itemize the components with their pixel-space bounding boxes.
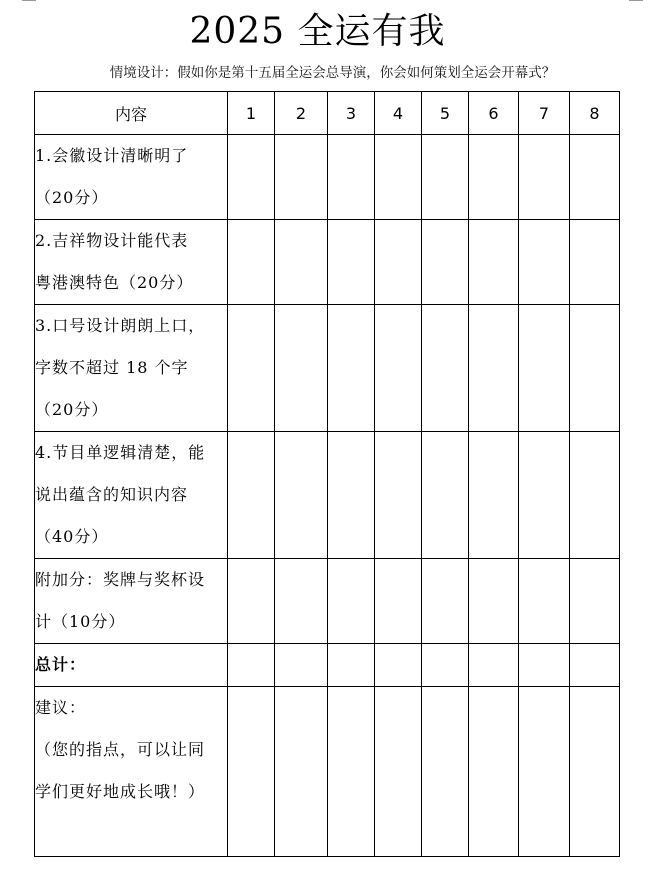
criterion-cell [35, 135, 228, 220]
criterion-text: （20分） [35, 400, 109, 419]
total-score-cell[interactable] [469, 644, 519, 687]
score-cell[interactable] [469, 432, 519, 559]
total-score-cell[interactable] [275, 644, 328, 687]
suggestion-box[interactable] [228, 687, 275, 857]
page-corner-mark-left [22, 0, 36, 1]
page-title: 2025 全运有我 [189, 11, 446, 52]
score-cell[interactable] [570, 432, 620, 559]
score-cell[interactable] [422, 559, 469, 644]
suggestion-label: 建议： [35, 698, 87, 717]
score-cell[interactable] [519, 220, 570, 305]
score-cell[interactable] [570, 305, 620, 432]
score-cell[interactable] [328, 432, 375, 559]
criterion-cell [35, 220, 228, 305]
criterion-text: （40分） [35, 527, 109, 546]
score-cell[interactable] [375, 220, 422, 305]
score-cell[interactable] [422, 220, 469, 305]
criterion-text: 计（10分） [35, 612, 126, 631]
score-cell[interactable] [275, 305, 328, 432]
score-cell[interactable] [570, 220, 620, 305]
criterion-row [35, 559, 620, 644]
criterion-text: 说出蕴含的知识内容 [35, 485, 189, 504]
suggestion-cell [35, 687, 228, 857]
score-cell[interactable] [422, 135, 469, 220]
suggestion-text: 学们更好地成长哦！） [35, 782, 206, 801]
page-corner-mark-right [629, 0, 643, 1]
score-table [34, 91, 620, 857]
score-cell[interactable] [275, 135, 328, 220]
score-cell[interactable] [422, 305, 469, 432]
score-cell[interactable] [469, 559, 519, 644]
score-cell[interactable] [275, 559, 328, 644]
score-cell[interactable] [228, 135, 275, 220]
total-row [35, 644, 620, 687]
total-score-cell[interactable] [422, 644, 469, 687]
criterion-text: 2.吉祥物设计能代表 [35, 231, 189, 250]
score-cell[interactable] [275, 432, 328, 559]
score-cell[interactable] [519, 432, 570, 559]
score-cell[interactable] [570, 135, 620, 220]
column-header: 1 [228, 92, 275, 135]
criterion-row [35, 305, 620, 432]
column-header: 3 [328, 92, 375, 135]
criterion-text: 附加分：奖牌与奖杯设 [35, 570, 206, 589]
total-score-cell[interactable] [375, 644, 422, 687]
column-header: 4 [375, 92, 422, 135]
score-cell[interactable] [228, 305, 275, 432]
criterion-cell [35, 432, 228, 559]
criterion-row [35, 220, 620, 305]
column-header: 2 [275, 92, 328, 135]
score-cell[interactable] [328, 220, 375, 305]
score-cell[interactable] [375, 305, 422, 432]
score-cell[interactable] [228, 559, 275, 644]
suggestion-text: （您的指点，可以让同 [35, 740, 206, 759]
criterion-text: 字数不超过 18 个字 [35, 358, 189, 377]
score-cell[interactable] [519, 135, 570, 220]
score-cell[interactable] [275, 220, 328, 305]
score-cell[interactable] [469, 220, 519, 305]
table-header-row [35, 92, 620, 135]
score-cell[interactable] [375, 432, 422, 559]
suggestion-box[interactable] [570, 687, 620, 857]
score-cell[interactable] [519, 559, 570, 644]
total-score-cell[interactable] [570, 644, 620, 687]
column-header: 5 [422, 92, 469, 135]
page-subtitle: 情境设计：假如你是第十五届全运会总导演，你会如何策划全运会开幕式？ [109, 65, 556, 81]
score-cell[interactable] [328, 305, 375, 432]
suggestion-row [35, 687, 620, 857]
total-score-cell[interactable] [228, 644, 275, 687]
column-header: 6 [469, 92, 519, 135]
suggestion-box[interactable] [519, 687, 570, 857]
criterion-row [35, 135, 620, 220]
score-cell[interactable] [570, 559, 620, 644]
suggestion-box[interactable] [469, 687, 519, 857]
column-header: 8 [570, 92, 620, 135]
score-cell[interactable] [228, 220, 275, 305]
score-cell[interactable] [519, 305, 570, 432]
total-score-cell[interactable] [328, 644, 375, 687]
column-header: 7 [519, 92, 570, 135]
score-cell[interactable] [469, 135, 519, 220]
score-cell[interactable] [228, 432, 275, 559]
total-score-cell[interactable] [519, 644, 570, 687]
criterion-cell [35, 305, 228, 432]
score-cell[interactable] [375, 135, 422, 220]
suggestion-box[interactable] [328, 687, 375, 857]
score-cell[interactable] [375, 559, 422, 644]
score-cell[interactable] [422, 432, 469, 559]
criterion-text: （20分） [35, 188, 109, 207]
score-cell[interactable] [328, 135, 375, 220]
score-cell[interactable] [328, 559, 375, 644]
suggestion-box[interactable] [422, 687, 469, 857]
criterion-text: 粤港澳特色（20分） [35, 273, 194, 292]
criterion-text: 3.口号设计朗朗上口， [35, 316, 206, 335]
total-label: 总计： [35, 644, 228, 687]
score-cell[interactable] [469, 305, 519, 432]
criterion-text: 4.节目单逻辑清楚，能 [35, 443, 206, 462]
content-header: 内容 [35, 92, 228, 135]
suggestion-box[interactable] [375, 687, 422, 857]
suggestion-box[interactable] [275, 687, 328, 857]
criterion-row [35, 432, 620, 559]
criterion-cell [35, 559, 228, 644]
criterion-text: 1.会徽设计清晰明了 [35, 146, 189, 165]
